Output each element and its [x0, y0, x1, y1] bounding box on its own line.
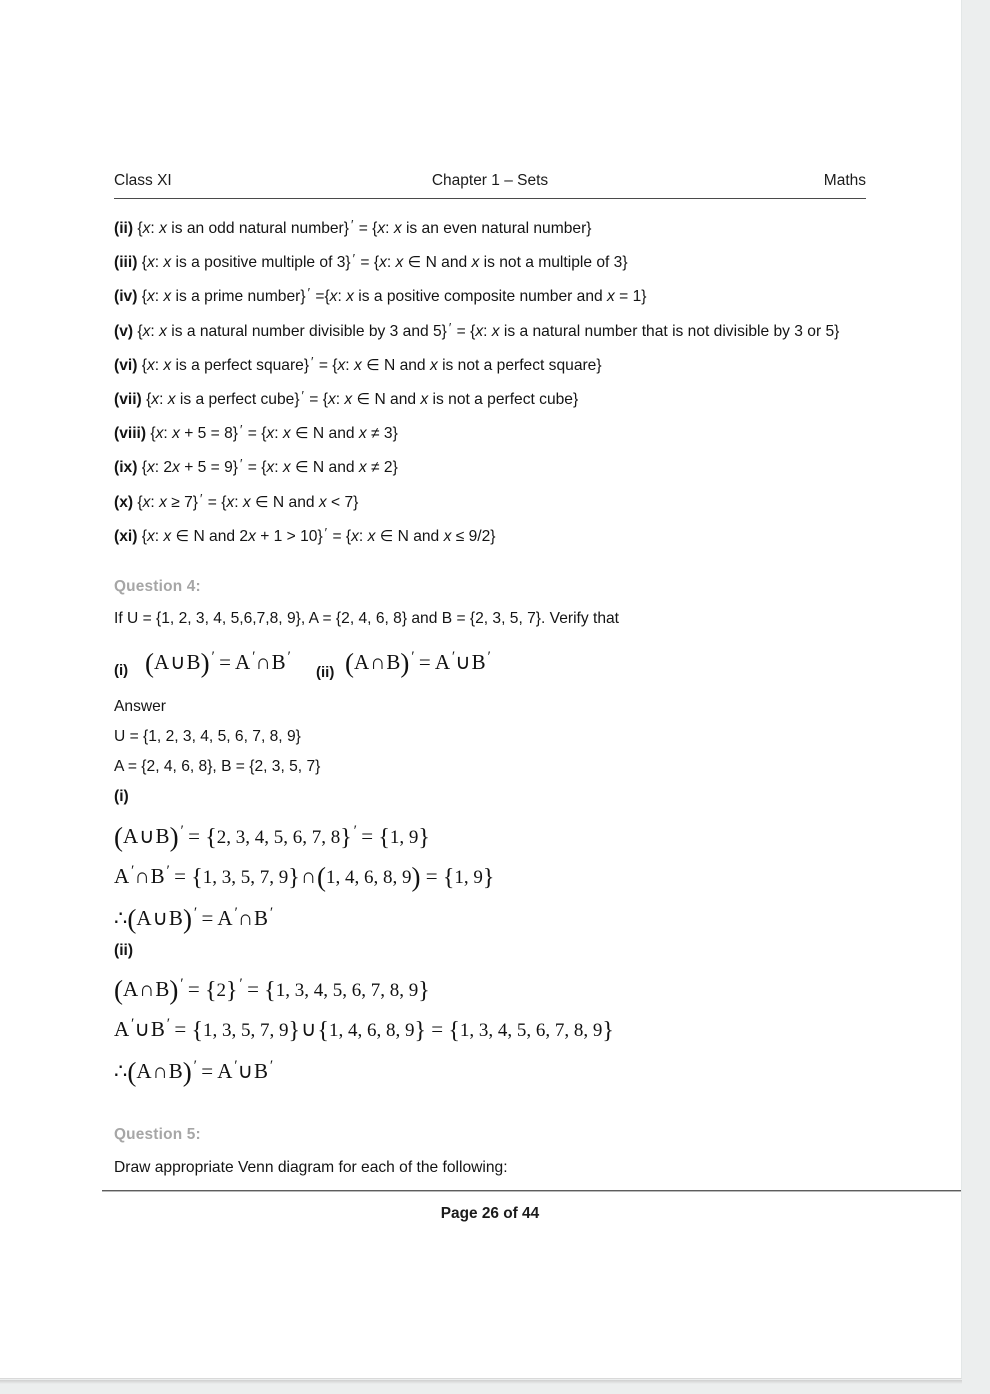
part-ii-label: (ii) [316, 664, 335, 681]
answer-label: Answer [114, 698, 166, 715]
solution-i-line-2: A′∩B′ = {1, 3, 5, 7, 9}∩(1, 4, 6, 8, 9) = {1, 9} [114, 862, 495, 892]
given-sets-ab: A = {2, 4, 6, 8}, B = {2, 3, 5, 7} [114, 758, 321, 775]
item-text: {x: x is a prime number} ′ ={x: x is a positive composite number and x = 1} [141, 285, 647, 306]
question-5-heading: Question 5: [114, 1126, 201, 1143]
page-number: Page 26 of 44 [440, 1205, 540, 1222]
running-header [114, 172, 866, 199]
solution-i-math [114, 824, 904, 940]
part-i-label: (i) [114, 662, 129, 679]
complement-items-list [114, 210, 874, 552]
given-universal-set: U = {1, 2, 3, 4, 5, 6, 7, 8, 9} [114, 728, 301, 745]
item-text: {x: x is an odd natural number} ′ = {x: x is an even natural number} [137, 217, 592, 237]
section-i-label: (i) [114, 788, 129, 805]
list-item [114, 313, 874, 347]
item-text: {x: x + 5 = 8} ′ = {x: x ∈ N and x ≠ 3} [150, 422, 398, 443]
list-item [114, 347, 874, 381]
section-ii-label: (ii) [114, 942, 134, 959]
list-item [114, 278, 874, 312]
solution-ii-line-2: A′∪B′ = {1, 3, 5, 7, 9}∪{1, 4, 6, 8, 9} = {1, 3, 4, 5, 6, 7, 8, 9} [114, 1016, 614, 1044]
item-text: {x: 2x + 5 = 9} ′ = {x: x ∈ N and x ≠ 2} [141, 456, 398, 477]
question-4-heading: Question 4: [114, 578, 201, 595]
item-label: (ix) [114, 459, 138, 477]
item-label: (v) [114, 322, 134, 340]
item-text: {x: x is a perfect square} ′ = {x: x ∈ N and x is not a perfect square} [141, 353, 602, 374]
question-4-block [114, 578, 904, 634]
item-text: {x: x ≥ 7} ′ = {x: x ∈ N and x < 7} [137, 490, 359, 511]
item-text: {x: x is a positive multiple of 3} ′ = {x: x ∈ N and x is not a multiple of 3} [141, 251, 628, 272]
item-label: (iv) [114, 288, 138, 306]
question-5-statement: Draw appropriate Venn diagram for each of the following: [114, 1159, 508, 1176]
list-item [114, 244, 874, 278]
header-subject-label: Maths [823, 172, 866, 189]
item-text: {x: x is a perfect cube} ′ = {x: x ∈ N and x is not a perfect cube} [146, 388, 579, 409]
item-label: (ii) [114, 220, 134, 237]
question-5-block [114, 1126, 904, 1183]
solution-i-line-1: (A∪B)′ = {2, 3, 4, 5, 6, 7, 8}′ = {1, 9} [114, 822, 430, 852]
page-shadow [0, 1380, 962, 1384]
list-item [114, 210, 874, 244]
answer-block [114, 692, 904, 812]
item-label: (iii) [114, 254, 138, 272]
item-label: (vii) [114, 391, 142, 409]
item-label: (vi) [114, 356, 138, 374]
part-i-formula: (A∪B)′ = A′∩B′ [145, 648, 290, 678]
solution-ii-conclusion: ∴(A∩B)′ = A′∪B′ [114, 1057, 273, 1087]
footer-divider [102, 1190, 962, 1192]
solution-ii-math [114, 977, 914, 1093]
part-ii-formula: (A∩B)′ = A′∪B′ [345, 648, 490, 678]
item-label: (x) [114, 493, 134, 511]
list-item [114, 381, 874, 415]
list-item [114, 484, 874, 518]
header-chapter-title: Chapter 1 – Sets [431, 172, 549, 189]
question-4-statement: If U = {1, 2, 3, 4, 5,6,7,8, 9}, A = {2, 4, 6, 8} and B = {2, 3, 5, 7}. Verify that [114, 610, 619, 627]
item-label: (viii) [114, 425, 147, 443]
item-label: (xi) [114, 527, 138, 545]
header-class-label: Class XI [114, 172, 172, 189]
solution-ii-line-1: (A∩B)′ = {2}′ = {1, 3, 4, 5, 6, 7, 8, 9} [114, 975, 430, 1005]
solution-i-conclusion: ∴(A∪B)′ = A′∩B′ [114, 904, 273, 934]
list-item [114, 449, 874, 483]
question-4-parts [114, 648, 904, 682]
list-item [114, 518, 874, 552]
item-text: {x: x ∈ N and 2x + 1 > 10} ′ = {x: x ∈ N and x ≤ 9/2} [141, 524, 496, 545]
list-item [114, 415, 874, 449]
item-text: {x: x is a natural number divisible by 3 and 5} ′ = {x: x is a natural number that is not divisible by 3 or 5} [137, 319, 840, 340]
